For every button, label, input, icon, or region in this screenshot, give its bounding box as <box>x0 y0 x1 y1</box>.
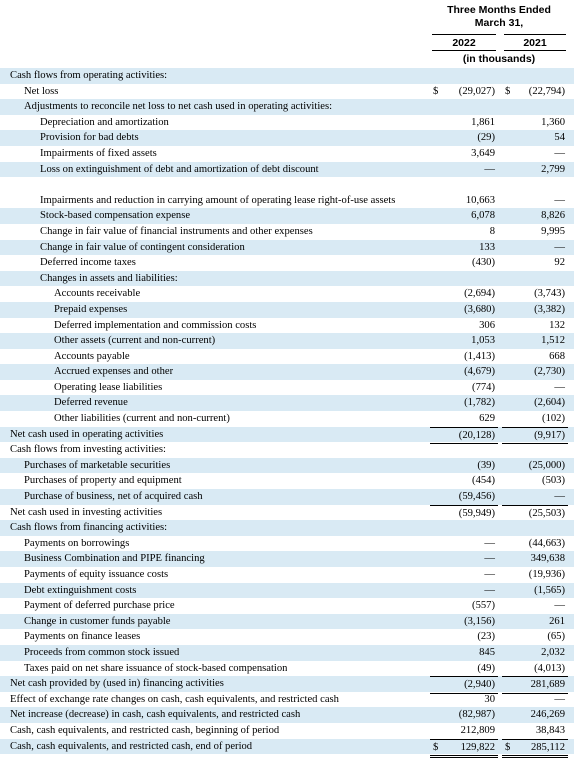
value-cell-2021 <box>502 318 568 334</box>
value-cell-2022 <box>430 68 498 84</box>
value-2021: 349,638 <box>530 553 565 565</box>
value-cell-2021 <box>502 208 568 224</box>
table-row <box>0 489 574 505</box>
table-row <box>0 364 574 380</box>
value-cell-2021 <box>502 551 568 567</box>
value-cell-2021 <box>502 130 568 146</box>
value-cell-2021 <box>502 473 568 489</box>
row-label: Net cash provided by (used in) financing activities <box>10 678 224 690</box>
row-label: Deferred implementation and commission costs <box>54 319 257 331</box>
value-2021: — <box>554 194 565 206</box>
value-2021: 92 <box>554 257 565 269</box>
value-cell-2022 <box>430 692 498 709</box>
table-row <box>0 380 574 396</box>
value-2022: (557) <box>472 600 495 612</box>
value-cell-2022 <box>430 536 498 552</box>
value-cell-2021 <box>502 723 568 740</box>
row-label: Other liabilities (current and non-current) <box>54 413 230 425</box>
value-2021: — <box>554 491 565 503</box>
value-cell-2022 <box>430 255 498 271</box>
value-cell-2021 <box>502 146 568 162</box>
value-cell-2022 <box>430 567 498 583</box>
row-label: Net cash used in operating activities <box>10 428 164 440</box>
table-row <box>0 162 574 178</box>
value-2021: — <box>554 381 565 393</box>
value-cell-2021 <box>502 645 568 661</box>
value-cell-2022 <box>430 208 498 224</box>
value-2021: 54 <box>554 132 565 144</box>
value-cell-2022 <box>430 723 498 740</box>
value-cell-2021 <box>502 661 568 677</box>
value-2022: (59,456) <box>458 491 495 503</box>
row-label: Payments on borrowings <box>24 537 130 549</box>
value-2021: (65) <box>547 631 565 643</box>
value-2021: 9,995 <box>541 225 565 237</box>
row-label: Accounts receivable <box>54 288 141 300</box>
value-cell-2022 <box>430 115 498 131</box>
value-2021: (25,503) <box>528 507 565 519</box>
table-row <box>0 723 574 739</box>
table-row <box>0 661 574 677</box>
table-row <box>0 473 574 489</box>
value-cell-2022 <box>430 240 498 256</box>
value-cell-2022 <box>430 739 498 759</box>
row-label: Business Combination and PIPE financing <box>24 553 205 565</box>
value-2022: 306 <box>479 319 495 331</box>
value-cell-2022 <box>430 395 498 411</box>
value-cell-2022 <box>430 162 498 178</box>
row-label: Net loss <box>24 85 59 97</box>
value-2022: 629 <box>479 413 495 425</box>
table-row <box>0 707 574 723</box>
table-row <box>0 551 574 567</box>
value-2022: 1,861 <box>471 116 495 128</box>
value-2021: (25,000) <box>528 459 565 471</box>
row-label: Proceeds from common stock issued <box>24 646 180 658</box>
value-2021: — <box>554 600 565 612</box>
row-label: Effect of exchange rate changes on cash, cash equivalents, and restricted cash <box>10 693 339 705</box>
table-row <box>0 318 574 334</box>
table-row <box>0 349 574 365</box>
table-row <box>0 333 574 349</box>
table-row <box>0 739 574 755</box>
value-2022: (1,413) <box>464 350 495 362</box>
row-label: Accrued expenses and other <box>54 366 174 378</box>
value-cell-2021 <box>502 442 568 458</box>
table-row <box>0 68 574 84</box>
value-cell-2021 <box>502 99 568 115</box>
value-2022: (20,128) <box>458 429 495 441</box>
value-2022: 8 <box>489 225 495 237</box>
units-header: (in thousands) <box>462 53 536 65</box>
value-2022: (49) <box>477 662 495 674</box>
value-cell-2021 <box>502 614 568 630</box>
table-row <box>0 395 574 411</box>
value-2021: (3,743) <box>534 288 565 300</box>
row-label: Deferred income taxes <box>40 257 136 269</box>
value-cell-2021 <box>502 411 568 427</box>
row-label: Stock-based compensation expense <box>40 210 191 222</box>
value-cell-2022 <box>430 645 498 661</box>
value-2022: — <box>484 537 495 549</box>
value-cell-2022 <box>430 271 498 287</box>
value-2021: 132 <box>549 319 565 331</box>
table-row <box>0 255 574 271</box>
value-2021: (19,936) <box>528 569 565 580</box>
value-cell-2022 <box>430 302 498 318</box>
table-row <box>0 302 574 318</box>
value-2021: 1,360 <box>541 116 565 128</box>
value-2021: — <box>554 241 565 253</box>
value-cell-2022 <box>430 84 498 100</box>
value-2021: — <box>554 147 565 159</box>
value-2021: (22,794) <box>528 85 565 97</box>
value-2022: 3,649 <box>471 147 495 159</box>
value-2022: — <box>484 569 495 580</box>
value-cell-2021 <box>502 333 568 349</box>
value-2022: 212,809 <box>460 724 495 736</box>
value-2022: (3,156) <box>464 615 495 627</box>
table-row <box>0 115 574 131</box>
table-row <box>0 520 574 536</box>
value-2022: — <box>484 584 495 596</box>
table-row <box>0 614 574 630</box>
value-cell-2022 <box>430 614 498 630</box>
value-2022: (29,027) <box>458 85 495 97</box>
value-cell-2022 <box>430 442 498 458</box>
table-row <box>0 598 574 614</box>
period-header-text: Three Months Ended March 31, <box>447 4 551 29</box>
table-row <box>0 286 574 302</box>
row-label: Cash, cash equivalents, and restricted cash, end of period <box>10 740 253 752</box>
value-cell-2021 <box>502 224 568 240</box>
row-label: Payments on finance leases <box>24 631 141 643</box>
table-row <box>0 208 574 224</box>
table-row <box>0 567 574 583</box>
value-cell-2021 <box>502 536 568 552</box>
value-2021: (1,565) <box>534 584 565 596</box>
value-2022: (39) <box>477 459 495 471</box>
row-label: Deferred revenue <box>54 397 128 409</box>
currency-symbol: $ <box>433 85 439 97</box>
row-label: Adjustments to reconcile net loss to net cash used in operating activities: <box>24 101 333 113</box>
value-2021: — <box>554 693 565 705</box>
value-cell-2021 <box>502 598 568 614</box>
value-cell-2021 <box>502 364 568 380</box>
row-label: Loss on extinguishment of debt and amortization of debt discount <box>40 163 319 175</box>
value-cell-2021 <box>502 567 568 583</box>
table-row <box>0 536 574 552</box>
value-2021: (9,917) <box>534 429 565 441</box>
table-row <box>0 505 574 521</box>
row-label: Depreciation and amortization <box>40 116 169 128</box>
table-row <box>0 411 574 427</box>
row-label: Prepaid expenses <box>54 303 128 315</box>
row-label: Taxes paid on net share issuance of stock-based compensation <box>24 662 288 674</box>
value-cell-2021 <box>502 489 568 505</box>
value-cell-2022 <box>430 99 498 115</box>
value-2021: (4,013) <box>534 662 565 674</box>
value-2021: (44,663) <box>528 537 565 549</box>
value-cell-2022 <box>430 473 498 489</box>
table-row <box>0 130 574 146</box>
value-2021: 285,112 <box>530 741 565 753</box>
row-label: Purchases of marketable securities <box>24 459 171 471</box>
row-label: Purchases of property and equipment <box>24 475 182 487</box>
value-2022: (3,680) <box>464 303 495 315</box>
value-cell-2022 <box>430 286 498 302</box>
value-2022: (454) <box>472 475 495 487</box>
value-2022: 30 <box>484 693 495 705</box>
value-2022: (2,940) <box>464 679 495 691</box>
row-label: Cash flows from investing activities: <box>10 444 166 456</box>
value-cell-2022 <box>430 520 498 536</box>
row-label: Impairments of fixed assets <box>40 147 157 159</box>
value-2021: (503) <box>542 475 565 487</box>
row-label: Accounts payable <box>54 350 130 362</box>
table-row <box>0 676 574 692</box>
table-row <box>0 629 574 645</box>
year-2022-header: 2022 <box>452 37 476 49</box>
value-2022: 845 <box>479 646 495 658</box>
table-row <box>0 442 574 458</box>
header-underline-2022 <box>432 34 496 35</box>
value-2022: 6,078 <box>471 210 495 222</box>
value-cell-2021 <box>502 302 568 318</box>
value-cell-2022 <box>430 349 498 365</box>
row-label: Cash flows from financing activities: <box>10 522 168 534</box>
value-2022: 1,053 <box>471 335 495 347</box>
value-cell-2022 <box>430 551 498 567</box>
row-label: Net cash used in investing activities <box>10 506 163 518</box>
value-2022: 129,822 <box>460 741 495 753</box>
table-row <box>0 224 574 240</box>
value-cell-2022 <box>430 629 498 645</box>
year-underline-2022 <box>432 50 496 51</box>
value-2021: 246,269 <box>530 709 565 721</box>
value-2021: 668 <box>549 350 565 362</box>
row-label: Other assets (current and non-current) <box>54 335 216 347</box>
value-cell-2022 <box>430 489 498 505</box>
value-2022: 133 <box>479 241 495 253</box>
value-2022: (774) <box>472 381 495 393</box>
value-2021: (2,604) <box>534 397 565 409</box>
value-cell-2021 <box>502 395 568 411</box>
value-cell-2021 <box>502 583 568 599</box>
value-cell-2021 <box>502 193 568 209</box>
value-2022: (2,694) <box>464 288 495 300</box>
value-2021: 261 <box>549 615 565 627</box>
value-2022: (4,679) <box>464 366 495 378</box>
value-2022: (430) <box>472 257 495 269</box>
table-row <box>0 84 574 100</box>
value-cell-2021 <box>502 692 568 709</box>
value-cell-2022 <box>430 193 498 209</box>
currency-symbol: $ <box>505 85 511 97</box>
value-2021: 38,843 <box>535 724 565 736</box>
value-cell-2022 <box>430 130 498 146</box>
row-label: Change in fair value of contingent consideration <box>40 241 245 253</box>
value-cell-2021 <box>502 629 568 645</box>
header-underline-2021 <box>504 34 566 35</box>
table-row <box>0 146 574 162</box>
value-cell-2022 <box>430 661 498 677</box>
value-2021: (2,730) <box>534 366 565 378</box>
table-row <box>0 240 574 256</box>
value-cell-2021 <box>502 349 568 365</box>
row-label: Purchase of business, net of acquired cash <box>24 491 203 503</box>
value-cell-2021 <box>502 255 568 271</box>
year-2021-header: 2021 <box>523 37 547 49</box>
value-2022: — <box>484 163 495 175</box>
row-label: Impairments and reduction in carrying amount of operating lease right-of-use assets <box>40 194 396 206</box>
row-label: Change in customer funds payable <box>24 615 171 627</box>
value-cell-2022 <box>430 364 498 380</box>
value-2021: 1,512 <box>541 335 565 347</box>
table-row <box>0 99 574 115</box>
value-cell-2021 <box>502 115 568 131</box>
cash-flow-table <box>0 68 574 754</box>
row-label: Operating lease liabilities <box>54 381 163 393</box>
value-cell-2022 <box>430 411 498 427</box>
value-cell-2022 <box>430 333 498 349</box>
value-cell-2021 <box>502 68 568 84</box>
table-row <box>0 271 574 287</box>
row-label: Debt extinguishment costs <box>24 584 137 596</box>
value-2022: — <box>484 553 495 565</box>
value-2022: (82,987) <box>458 709 495 721</box>
value-cell-2021 <box>502 458 568 474</box>
value-cell-2021 <box>502 739 568 759</box>
table-row <box>0 427 574 443</box>
row-label: Cash, cash equivalents, and restricted cash, beginning of period <box>10 724 280 736</box>
value-cell-2022 <box>430 318 498 334</box>
value-2021: 281,689 <box>530 679 565 691</box>
currency-symbol: $ <box>505 741 511 753</box>
value-cell-2022 <box>430 598 498 614</box>
row-label: Cash flows from operating activities: <box>10 70 168 81</box>
value-2022: (1,782) <box>464 397 495 409</box>
value-cell-2021 <box>502 271 568 287</box>
value-cell-2021 <box>502 707 568 723</box>
value-cell-2021 <box>502 240 568 256</box>
row-label: Payments of equity issuance costs <box>24 569 169 580</box>
value-cell-2021 <box>502 380 568 396</box>
row-label: Provision for bad debts <box>40 132 139 144</box>
table-row <box>0 692 574 708</box>
table-row <box>0 177 574 208</box>
table-row <box>0 583 574 599</box>
value-cell-2021 <box>502 286 568 302</box>
value-cell-2022 <box>430 224 498 240</box>
value-cell-2022 <box>430 380 498 396</box>
value-2022: (29) <box>477 132 495 144</box>
row-label: Payment of deferred purchase price <box>24 600 175 612</box>
table-row <box>0 458 574 474</box>
value-2022: (59,949) <box>458 507 495 519</box>
table-row <box>0 645 574 661</box>
value-2021: 2,032 <box>541 646 565 658</box>
value-cell-2021 <box>502 162 568 178</box>
value-cell-2022 <box>430 707 498 723</box>
period-header <box>430 4 568 30</box>
value-cell-2022 <box>430 458 498 474</box>
value-2021: (102) <box>542 413 565 425</box>
value-cell-2022 <box>430 583 498 599</box>
value-cell-2021 <box>502 520 568 536</box>
value-cell-2021 <box>502 84 568 100</box>
value-cell-2022 <box>430 146 498 162</box>
row-label: Changes in assets and liabilities: <box>40 272 178 284</box>
year-underline-2021 <box>504 50 566 51</box>
value-2022: 10,663 <box>465 194 495 206</box>
value-2021: 2,799 <box>541 163 565 175</box>
row-label: Change in fair value of financial instruments and other expenses <box>40 225 313 237</box>
value-2022: (23) <box>477 631 495 643</box>
value-2021: (3,382) <box>534 303 565 315</box>
currency-symbol: $ <box>433 741 439 753</box>
value-2021: 8,826 <box>541 210 565 222</box>
row-label: Net increase (decrease) in cash, cash equivalents, and restricted cash <box>10 709 301 721</box>
